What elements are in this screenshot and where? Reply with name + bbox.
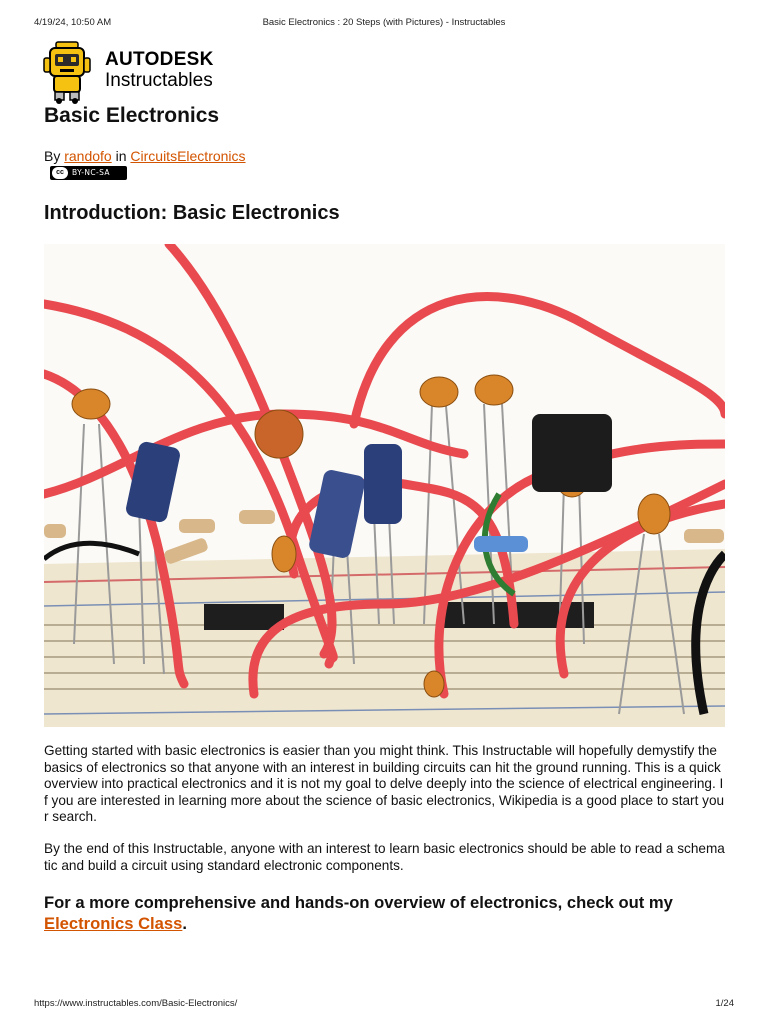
call-to-action bbox=[44, 892, 734, 934]
cta-text: For a more comprehensive and hands-on overview of electronics, check out my bbox=[44, 893, 673, 912]
page-number: 1/24 bbox=[715, 998, 734, 1009]
robot-mascot-icon bbox=[42, 40, 96, 104]
cc-license-badge[interactable] bbox=[50, 166, 127, 180]
logo-autodesk: AUTODESK bbox=[105, 49, 214, 70]
byline-in: in bbox=[115, 148, 127, 164]
breadboard-photo bbox=[44, 244, 725, 727]
intro-paragraph: By the end of this Instructable, anyone with an interest to learn basic electronics should be able to read a schematic and build a circuit using standard electronic components. bbox=[44, 841, 725, 873]
print-footer bbox=[34, 998, 734, 1012]
breadboard bbox=[44, 549, 725, 727]
print-header bbox=[34, 17, 734, 31]
byline-by: By bbox=[44, 148, 61, 164]
instructables-logo[interactable] bbox=[42, 40, 302, 104]
author-link[interactable]: randofo bbox=[64, 148, 112, 164]
electronics-class-link[interactable]: Electronics Class bbox=[44, 914, 183, 933]
logo-wordmark bbox=[105, 50, 214, 90]
cta-end: . bbox=[182, 914, 187, 933]
black-wire bbox=[44, 543, 139, 559]
ic-chip bbox=[204, 604, 284, 630]
intro-heading: Introduction: Basic Electronics bbox=[44, 202, 340, 224]
print-page-title: Basic Electronics : 20 Steps (with Pictures) - Instructables bbox=[262, 17, 506, 28]
ic-chip bbox=[444, 602, 594, 628]
logo-instructables: Instructables bbox=[105, 70, 213, 91]
hero-image bbox=[44, 244, 725, 727]
license-text: BY-NC-SA bbox=[72, 168, 110, 177]
intro-paragraph: Getting started with basic electronics is easier than you might think. This Instructable will hopefully demystify the basics of electronics so that anyone with an interest in building circuits can hit the ground running. This is a quick overview into practical electronics and it is not my goal to delve deeply into the science of electrical engineering. If you are interested in learning more about the science of basic electronics, Wikipedia is a good place to start your search. bbox=[44, 743, 725, 825]
creative-commons-icon: cc bbox=[52, 167, 68, 179]
page-title: Basic Electronics bbox=[44, 104, 220, 127]
electrolytic-capacitors bbox=[125, 414, 612, 559]
print-datetime: 4/19/24, 10:50 AM bbox=[34, 17, 112, 28]
byline bbox=[44, 148, 246, 164]
page-url: https://www.instructables.com/Basic-Electronics/ bbox=[34, 998, 238, 1009]
category-link[interactable]: CircuitsElectronics bbox=[130, 148, 246, 164]
